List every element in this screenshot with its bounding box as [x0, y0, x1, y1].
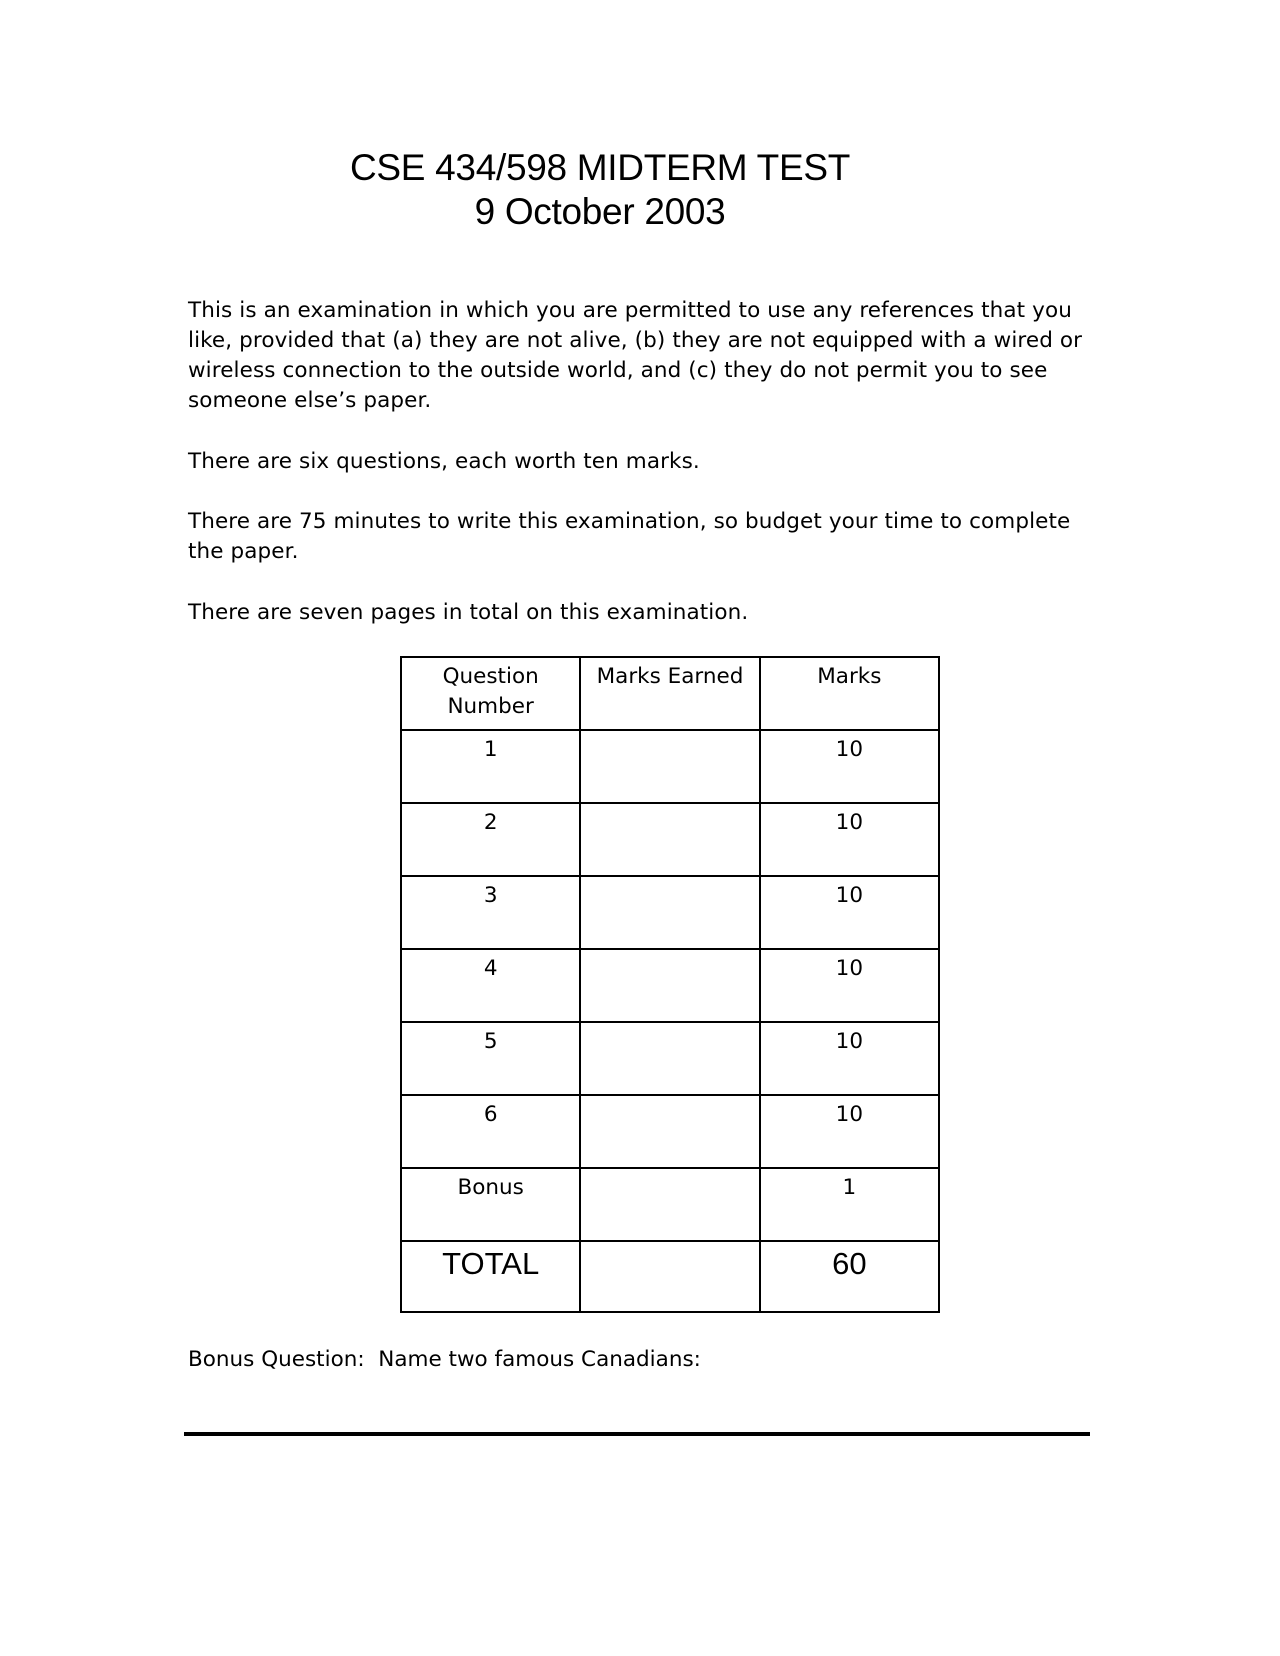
- question-number-cell: 3: [401, 876, 580, 949]
- column-header-question-number: Question Number: [401, 657, 580, 730]
- marks-cell: 1: [760, 1168, 939, 1241]
- total-earned-cell: [580, 1241, 759, 1312]
- table-row: [401, 1095, 939, 1168]
- table-row: [401, 1168, 939, 1241]
- exam-title: CSE 434/598 MIDTERM TEST: [350, 147, 850, 188]
- instructions-paragraph: There are six questions, each worth ten marks.: [188, 449, 700, 474]
- instructions-paragraph: This is an examination in which you are permitted to use any references that you like, provided that (a) they are not alive, (b) they are not equipped with a wired or wireless connection to the outside world, and (c) they do not permit you to see someone else’s paper.: [188, 298, 1083, 413]
- instructions-paragraph: There are seven pages in total on this examination.: [188, 600, 749, 625]
- marks-earned-cell: [580, 1095, 759, 1168]
- total-label-cell: TOTAL: [401, 1241, 580, 1312]
- bonus-question-prompt: Name two famous Canadians:: [378, 1347, 701, 1372]
- marks-earned-cell: [580, 1168, 759, 1241]
- question-number-cell: 2: [401, 803, 580, 876]
- answer-line: [184, 1432, 1090, 1436]
- column-header-marks: Marks: [760, 657, 939, 730]
- marks-earned-cell: [580, 1022, 759, 1095]
- marks-cell: 10: [760, 730, 939, 803]
- marks-earned-cell: [580, 876, 759, 949]
- exam-header: [0, 146, 1280, 234]
- marks-earned-cell: [580, 803, 759, 876]
- table-row: [401, 949, 939, 1022]
- marks-table-header-row: [401, 657, 939, 730]
- question-number-cell: 6: [401, 1095, 580, 1168]
- marks-cell: 10: [760, 949, 939, 1022]
- table-row: [401, 876, 939, 949]
- question-number-cell: 4: [401, 949, 580, 1022]
- question-number-cell: Bonus: [401, 1168, 580, 1241]
- marks-table: [400, 656, 940, 1313]
- marks-cell: 10: [760, 876, 939, 949]
- question-number-cell: 5: [401, 1022, 580, 1095]
- instructions-paragraph: There are 75 minutes to write this examination, so budget your time to complete the paper.: [188, 509, 1071, 564]
- total-marks-cell: 60: [760, 1241, 939, 1312]
- marks-earned-cell: [580, 949, 759, 1022]
- table-row: [401, 1022, 939, 1095]
- total-row: [401, 1241, 939, 1312]
- exam-date: 9 October 2003: [474, 191, 726, 232]
- column-header-marks-earned: Marks Earned: [580, 657, 759, 730]
- marks-earned-cell: [580, 730, 759, 803]
- table-row: [401, 803, 939, 876]
- bonus-question-label: Bonus Question:: [188, 1347, 365, 1372]
- marks-cell: 10: [760, 1022, 939, 1095]
- question-number-cell: 1: [401, 730, 580, 803]
- table-row: [401, 730, 939, 803]
- marks-cell: 10: [760, 1095, 939, 1168]
- bonus-question: [188, 1345, 701, 1375]
- marks-cell: 10: [760, 803, 939, 876]
